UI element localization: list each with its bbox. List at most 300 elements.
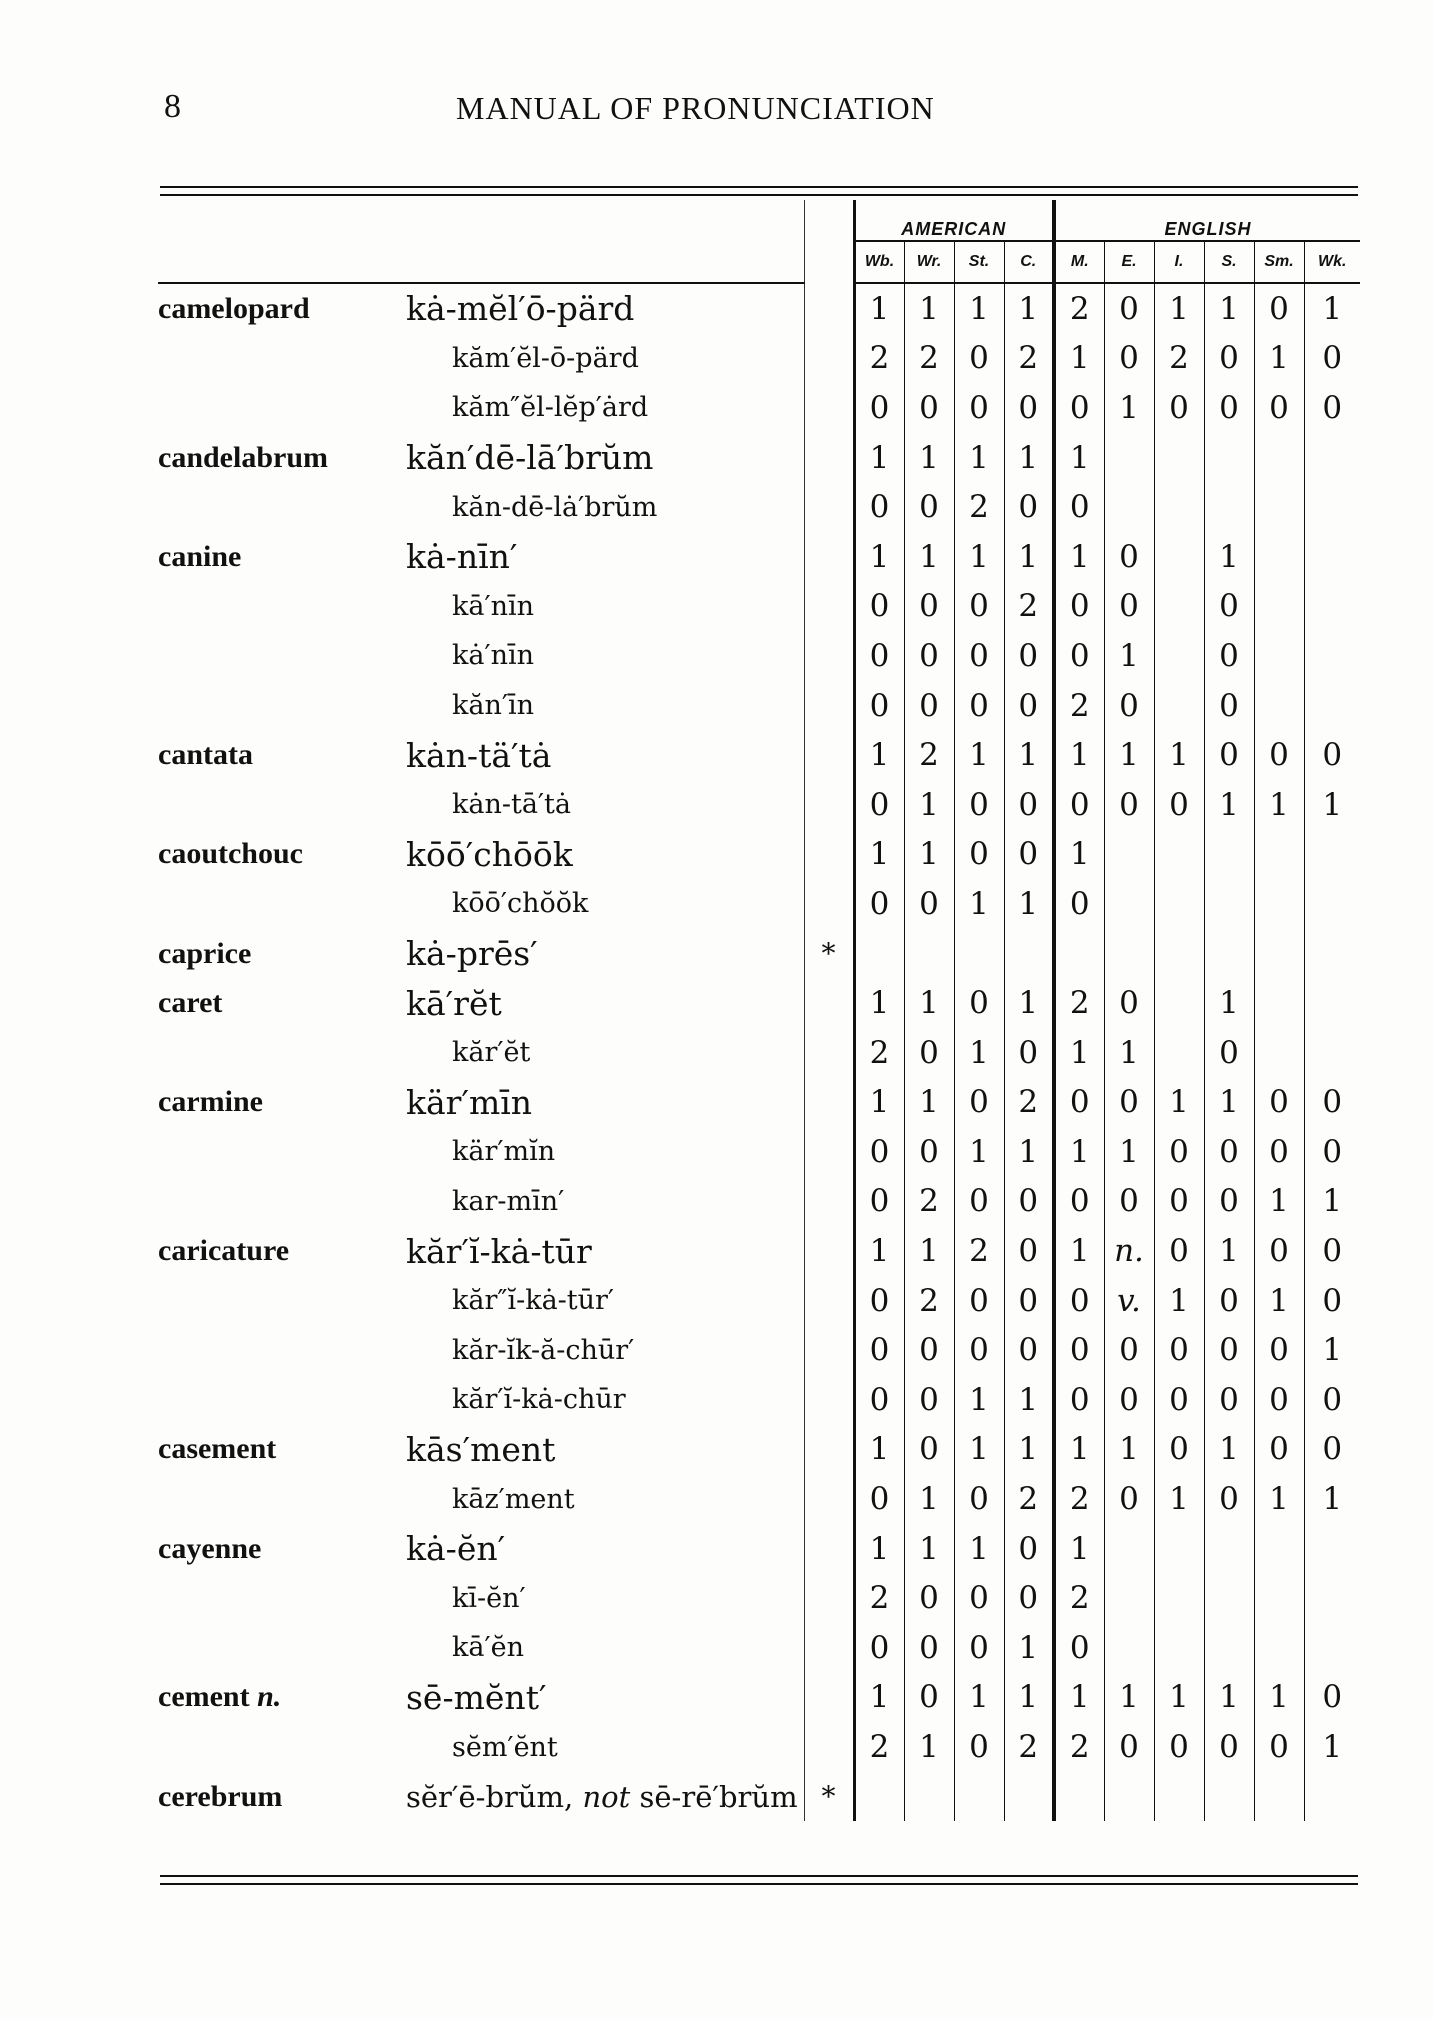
rating-cell: 0: [1254, 1722, 1304, 1772]
rating-cell: [1104, 1573, 1154, 1623]
rating-cell: [1154, 978, 1204, 1028]
headword: candelabrum: [158, 440, 329, 474]
asterisk-mark: [804, 1177, 854, 1227]
rating-cell: 0: [1054, 780, 1104, 830]
rating-cell: 2: [1054, 1474, 1104, 1524]
table-row: [158, 681, 1360, 731]
rating-cell: 0: [1104, 1375, 1154, 1425]
headword: [158, 631, 406, 681]
rating-cell: 1: [1204, 1078, 1254, 1128]
rating-cell: 0: [1054, 1177, 1104, 1227]
rating-cell: 1: [1104, 1673, 1154, 1723]
asterisk-mark: [804, 1028, 854, 1078]
source-c: C.: [1004, 241, 1054, 283]
source-st: St.: [954, 241, 1004, 283]
rating-cell: 0: [1154, 1722, 1204, 1772]
rating-cell: 0: [904, 1573, 954, 1623]
rating-cell: 2: [1054, 1573, 1104, 1623]
rating-cell: 0: [1154, 780, 1204, 830]
table-row: [158, 1673, 1360, 1723]
rating-cell: 0: [1004, 1524, 1054, 1574]
rating-cell: 0: [1204, 383, 1254, 433]
asterisk-mark: [804, 582, 854, 632]
table-row: [158, 1177, 1360, 1227]
pronunciation: kȧ-mĕl′ō-pärd: [406, 289, 635, 329]
headword: [158, 780, 406, 830]
table-row: [158, 1524, 1360, 1574]
rating-cell: 1: [1154, 730, 1204, 780]
table-row: [158, 1425, 1360, 1475]
table-row: [158, 631, 1360, 681]
rating-cell: 0: [954, 582, 1004, 632]
rating-cell: [1254, 582, 1304, 632]
rating-cell: [1254, 1772, 1304, 1822]
headword: caprice: [158, 936, 252, 970]
rating-cell: 2: [1004, 1722, 1054, 1772]
headword: [158, 1028, 406, 1078]
headword: [158, 879, 406, 929]
headword: [158, 334, 406, 384]
page-header: [164, 88, 1324, 128]
rating-cell: 1: [904, 532, 954, 582]
headword: [158, 1623, 406, 1673]
source-wk: Wk.: [1304, 241, 1360, 283]
rating-cell: 1: [954, 532, 1004, 582]
rating-cell: 1: [1004, 730, 1054, 780]
rating-cell: [1154, 482, 1204, 532]
rating-cell: 0: [854, 582, 904, 632]
rating-cell: 0: [954, 1325, 1004, 1375]
rating-cell: 1: [1054, 334, 1104, 384]
rating-cell: 0: [854, 681, 904, 731]
pronunciation: sē-mĕnt′: [406, 1677, 547, 1717]
rating-cell: [954, 1772, 1004, 1822]
rating-cell: 1: [1004, 1375, 1054, 1425]
rating-cell: [1304, 1772, 1360, 1822]
running-title: MANUAL OF PRONUNCIATION: [456, 90, 935, 126]
table-row: [158, 929, 1360, 979]
rating-cell: 1: [1104, 631, 1154, 681]
rating-cell: 0: [954, 383, 1004, 433]
rating-cell: 0: [954, 1177, 1004, 1227]
rating-cell: 0: [1104, 582, 1154, 632]
pronunciation: kăm′ĕl-ō-pärd: [452, 342, 639, 374]
pronunciation: sĕr′ē-brŭm, not sē-rē′brŭm: [406, 1779, 798, 1814]
rating-cell: 1: [1104, 1425, 1154, 1475]
rating-cell: 1: [854, 830, 904, 880]
rating-cell: 2: [904, 1276, 954, 1326]
headword: caret: [158, 986, 223, 1020]
rating-cell: [1254, 879, 1304, 929]
pronunciation: kā′rĕt: [406, 983, 502, 1023]
rating-cell: 1: [1004, 1673, 1054, 1723]
rating-cell: 1: [1322, 1729, 1343, 1766]
table-row: [158, 383, 1360, 433]
table-row: [158, 482, 1360, 532]
asterisk-mark: [804, 1325, 854, 1375]
rating-cell: 0: [1322, 1233, 1343, 1270]
headword: casement: [158, 1432, 277, 1466]
bottom-rule-inner: [160, 1883, 1358, 1885]
headword: caoutchouc: [158, 837, 303, 871]
headword: [158, 1276, 406, 1326]
page-number: 8: [164, 88, 181, 125]
rating-cell: [1054, 929, 1104, 979]
rating-cell: [1154, 929, 1204, 979]
rating-cell: [1154, 532, 1204, 582]
rating-cell: 1: [1104, 1028, 1154, 1078]
rating-cell: 0: [854, 383, 904, 433]
rating-cell: 0: [1204, 1325, 1254, 1375]
rating-cell: 0: [1104, 1177, 1154, 1227]
rating-cell: [1304, 482, 1360, 532]
rating-cell: 0: [904, 879, 954, 929]
table-row: [158, 780, 1360, 830]
rating-cell: 0: [854, 1325, 904, 1375]
table-row: [158, 1325, 1360, 1375]
rating-cell: [1254, 1573, 1304, 1623]
rating-cell: 0: [1254, 1226, 1304, 1276]
asterisk-mark: [804, 383, 854, 433]
rating-cell: 2: [904, 730, 954, 780]
rating-cell: [1304, 433, 1360, 483]
rating-cell: [1004, 929, 1054, 979]
rating-cell: 1: [1322, 786, 1343, 823]
headword: [158, 1474, 406, 1524]
rating-cell: 2: [854, 1722, 904, 1772]
rating-cell: [1254, 1524, 1304, 1574]
rating-cell: 1: [1322, 1481, 1343, 1518]
asterisk-mark: [804, 978, 854, 1028]
asterisk-mark: [804, 780, 854, 830]
rating-cell: [1204, 1573, 1254, 1623]
rating-cell: 0: [954, 830, 1004, 880]
rating-cell: 1: [854, 1078, 904, 1128]
rating-cell: 1: [1054, 1425, 1104, 1475]
rating-cell: 0: [1004, 1573, 1054, 1623]
table-row: [158, 830, 1360, 880]
rating-cell: 0: [1004, 780, 1054, 830]
top-rule-inner: [160, 194, 1358, 196]
table-row: [158, 1474, 1360, 1524]
rating-cell: 0: [1254, 1325, 1304, 1375]
rating-cell: 1: [1004, 879, 1054, 929]
asterisk-mark: [804, 1276, 854, 1326]
asterisk-mark: [804, 1673, 854, 1723]
rating-cell: 0: [1004, 1226, 1054, 1276]
rating-cell: 0: [904, 1425, 954, 1475]
headword: cerebrum: [158, 1779, 283, 1813]
rating-cell: 0: [854, 780, 904, 830]
rating-cell: 0: [1054, 482, 1104, 532]
rating-cell: 0: [904, 631, 954, 681]
rating-cell: 0: [1054, 631, 1104, 681]
source-s: S.: [1204, 241, 1254, 283]
rating-cell: 0: [1322, 340, 1343, 377]
table-row: [158, 1772, 1360, 1822]
rating-cell: 0: [1004, 1276, 1054, 1326]
rating-cell: 1: [1204, 1226, 1254, 1276]
rating-cell: 0: [1104, 1722, 1154, 1772]
headword: [158, 582, 406, 632]
rating-cell: [1054, 1772, 1104, 1822]
rating-cell: [1154, 1524, 1204, 1574]
rating-cell: [1254, 830, 1304, 880]
rating-cell: 1: [1254, 1474, 1304, 1524]
rating-cell: 0: [1054, 879, 1104, 929]
rating-cell: 1: [854, 1524, 904, 1574]
pronunciation-table: [158, 200, 1360, 1821]
rating-cell: 0: [1154, 1425, 1204, 1475]
asterisk-mark: [804, 1623, 854, 1673]
rating-cell: 1: [904, 1078, 954, 1128]
rating-cell: 0: [854, 1127, 904, 1177]
rating-cell: 0: [1322, 1679, 1343, 1716]
asterisk-mark: [804, 631, 854, 681]
rating-cell: [1204, 1524, 1254, 1574]
rating-cell: [954, 929, 1004, 979]
rating-cell: 1: [954, 879, 1004, 929]
rating-cell: 0: [854, 1623, 904, 1673]
pronunciation: kăn′dē-lā′brŭm: [406, 438, 654, 478]
rating-cell: 0: [954, 1474, 1004, 1524]
rating-cell: [1254, 1623, 1304, 1673]
asterisk-mark: [804, 1524, 854, 1574]
asterisk-mark: [804, 433, 854, 483]
rating-cell: 2: [1054, 978, 1104, 1028]
rating-cell: 0: [854, 879, 904, 929]
rating-cell: 1: [1154, 1078, 1204, 1128]
rating-cell: [904, 1772, 954, 1822]
not-word: not: [582, 1779, 631, 1814]
rating-cell: [1104, 1772, 1154, 1822]
rating-cell: 1: [954, 1425, 1004, 1475]
rating-cell: 0: [1054, 1078, 1104, 1128]
rating-cell: 0: [1104, 978, 1154, 1028]
rating-cell: 0: [1204, 730, 1254, 780]
rating-cell: 1: [1204, 532, 1254, 582]
rating-cell: [1204, 1772, 1254, 1822]
rating-cell: 0: [954, 334, 1004, 384]
rating-cell: 0: [1154, 1226, 1204, 1276]
rating-cell: 1: [1104, 383, 1154, 433]
pronunciation: kī-ĕn′: [452, 1582, 526, 1614]
rating-cell: 0: [1204, 1474, 1254, 1524]
pronunciation-table-wrap: [158, 200, 1360, 1821]
rating-cell: 0: [954, 1078, 1004, 1128]
headword: canine: [158, 539, 242, 573]
source-wr: Wr.: [904, 241, 954, 283]
pronunciation: kȧ-ĕn′: [406, 1529, 506, 1569]
asterisk-mark: *: [804, 929, 854, 979]
rating-cell: 2: [854, 334, 904, 384]
rating-cell: 1: [854, 532, 904, 582]
headword: [158, 1722, 406, 1772]
rating-cell: 0: [954, 1722, 1004, 1772]
headword: cantata: [158, 738, 253, 772]
rating-cell: [1154, 681, 1204, 731]
rating-cell: 1: [1154, 283, 1204, 334]
rating-cell: 0: [1004, 482, 1054, 532]
rating-cell: [1304, 582, 1360, 632]
table-row: [158, 1078, 1360, 1128]
asterisk-mark: [804, 830, 854, 880]
rating-cell: [1254, 1028, 1304, 1078]
rating-cell: 0: [904, 681, 954, 731]
rating-cell: 1: [904, 1474, 954, 1524]
rating-cell: 1: [904, 283, 954, 334]
asterisk-mark: [804, 1078, 854, 1128]
table-row: [158, 1226, 1360, 1276]
rating-cell: 0: [1004, 1028, 1054, 1078]
source-sm: Sm.: [1254, 241, 1304, 283]
rating-cell: [1204, 1623, 1254, 1673]
pronunciation: kăm″ĕl-lĕp′ȧrd: [452, 392, 649, 424]
rating-cell: 2: [1054, 681, 1104, 731]
rating-cell: 0: [1254, 1127, 1304, 1177]
rating-cell: [1304, 1028, 1360, 1078]
headword: [158, 482, 406, 532]
pronunciation: kăr-ĭk-ă-chūr′: [452, 1334, 635, 1366]
rating-cell: [1304, 929, 1360, 979]
headword: [158, 1127, 406, 1177]
rating-cell: 1: [904, 1524, 954, 1574]
rating-cell: [1254, 929, 1304, 979]
rating-cell: 0: [1204, 334, 1254, 384]
pronunciation: kās′ment: [406, 1429, 556, 1469]
rating-cell: 0: [1054, 1375, 1104, 1425]
rating-cell: [1004, 1772, 1054, 1822]
rating-cell: 0: [904, 582, 954, 632]
rating-cell: 2: [904, 1177, 954, 1227]
rating-cell: [1304, 978, 1360, 1028]
rating-cell: 0: [1204, 1722, 1254, 1772]
rating-cell: 1: [954, 1524, 1004, 1574]
rating-cell: [1154, 582, 1204, 632]
pronunciation: kȧn-tä′tȧ: [406, 735, 552, 775]
rating-cell: 1: [1322, 290, 1343, 327]
rating-cell: 0: [854, 1177, 904, 1227]
rating-cell: 0: [1004, 830, 1054, 880]
pronunciation: kăr″ĭ-kȧ-tūr′: [452, 1285, 615, 1317]
headword: camelopard: [158, 291, 310, 325]
rating-cell: 0: [1204, 1375, 1254, 1425]
rating-cell: 0: [954, 681, 1004, 731]
rating-cell: 1: [1254, 780, 1304, 830]
headword: cayenne: [158, 1531, 262, 1565]
rating-cell: 2: [954, 482, 1004, 532]
pronunciation: kăr′ĭ-kȧ-tūr: [406, 1231, 592, 1271]
rating-cell: 0: [1322, 1084, 1343, 1121]
pronunciation: kăn′īn: [452, 690, 535, 722]
rating-cell: [1304, 532, 1360, 582]
rating-cell: 0: [1204, 1028, 1254, 1078]
rating-cell: 0: [1004, 631, 1054, 681]
rating-cell: 2: [1054, 283, 1104, 334]
rating-cell: 0: [1054, 1325, 1104, 1375]
rating-cell: [1154, 1028, 1204, 1078]
source-i: I.: [1154, 241, 1204, 283]
rating-cell: 1: [1204, 978, 1254, 1028]
group-english: ENGLISH: [1054, 200, 1360, 241]
rating-cell: 0: [954, 1623, 1004, 1673]
rating-cell: [1304, 1623, 1360, 1673]
rating-cell: 0: [1322, 1381, 1343, 1418]
table-row: [158, 334, 1360, 384]
table-row: [158, 1127, 1360, 1177]
asterisk-mark: [804, 482, 854, 532]
rating-cell: 1: [854, 433, 904, 483]
rating-cell: 1: [1104, 1127, 1154, 1177]
group-american: AMERICAN: [854, 200, 1054, 241]
rating-cell: 0: [1154, 1177, 1204, 1227]
rating-cell: 1: [1004, 283, 1054, 334]
pronunciation: kär′mĭn: [452, 1136, 556, 1168]
rating-cell: 1: [1254, 1177, 1304, 1227]
rating-cell: 0: [1104, 283, 1154, 334]
rating-cell: 1: [1004, 1425, 1054, 1475]
rating-cell: 0: [1104, 334, 1154, 384]
headword: [158, 681, 406, 731]
headword: caricature: [158, 1234, 290, 1268]
rating-cell: 1: [1054, 1127, 1104, 1177]
table-row: [158, 879, 1360, 929]
rating-cell: 0: [954, 780, 1004, 830]
asterisk-mark: [804, 1127, 854, 1177]
rating-cell: 1: [954, 1673, 1004, 1723]
rating-cell: [1154, 1772, 1204, 1822]
table-body: [158, 283, 1360, 1821]
asterisk-mark: [804, 1722, 854, 1772]
pronunciation: kȧ′nīn: [452, 640, 535, 672]
rating-cell: 0: [904, 1375, 954, 1425]
rating-cell: [1254, 482, 1304, 532]
rating-cell: 0: [1154, 1375, 1204, 1425]
rating-cell: 1: [954, 283, 1004, 334]
rating-cell: 1: [854, 1226, 904, 1276]
table-row: [158, 582, 1360, 632]
rating-cell: 0: [1254, 1078, 1304, 1128]
table-row: [158, 1276, 1360, 1326]
rating-cell: 1: [1054, 1524, 1104, 1574]
rating-cell: [904, 929, 954, 979]
headword: cement n.: [158, 1680, 282, 1714]
table-row: [158, 1573, 1360, 1623]
asterisk-mark: [804, 879, 854, 929]
asterisk-mark: [804, 1573, 854, 1623]
top-rule-outer: [160, 186, 1358, 188]
pronunciation: kōō′chōōk: [406, 834, 573, 874]
rating-cell: 0: [1154, 1325, 1204, 1375]
rating-cell: [1154, 433, 1204, 483]
pronunciation: sĕm′ĕnt: [452, 1731, 558, 1763]
rating-cell: 1: [1004, 1127, 1054, 1177]
rating-cell: [1254, 433, 1304, 483]
rating-cell: [1104, 1623, 1154, 1673]
asterisk-mark: [804, 283, 854, 334]
rating-cell: [1154, 1623, 1204, 1673]
rating-cell: 0: [1054, 1623, 1104, 1673]
headword: [158, 1325, 406, 1375]
rating-cell: 0: [1322, 1431, 1343, 1468]
rating-cell: 0: [1322, 389, 1343, 426]
rating-cell: 1: [1054, 433, 1104, 483]
rating-cell: 2: [854, 1028, 904, 1078]
rating-cell: [1104, 929, 1154, 979]
rating-cell: 0: [904, 1127, 954, 1177]
rating-cell: 0: [904, 1673, 954, 1723]
rating-cell: [1304, 830, 1360, 880]
